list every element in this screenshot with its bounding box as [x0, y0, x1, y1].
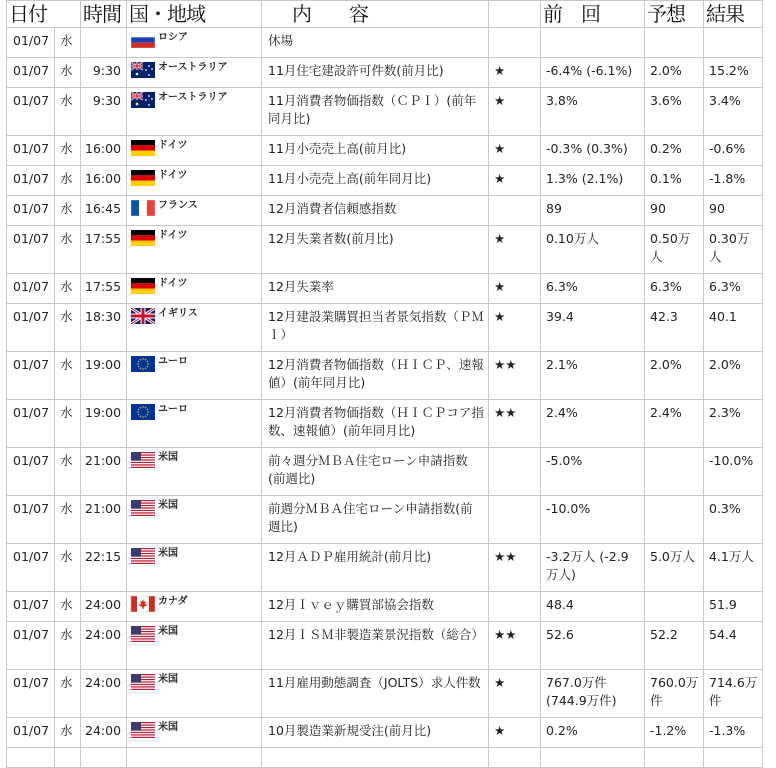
country-name: 米国	[158, 673, 178, 685]
country-cell	[127, 304, 262, 352]
weekday-cell: 水	[55, 400, 81, 448]
importance-cell: ★	[489, 718, 541, 748]
weekday-cell: 水	[55, 274, 81, 304]
time-cell: 24:00	[81, 670, 127, 718]
country-cell	[127, 226, 262, 274]
table-row	[7, 88, 763, 136]
forecast-value-cell: 2.0%	[645, 352, 704, 400]
importance-cell: ★	[489, 670, 541, 718]
table-row	[7, 544, 763, 592]
indicator-name-cell: 12月ＩＳＭ非製造業景況指数（総合）	[262, 622, 489, 670]
country-cell	[127, 670, 262, 718]
indicator-name-cell: 11月消費者物価指数（ＣＰＩ）(前年同月比)	[262, 88, 489, 136]
indicator-name-cell: 11月小売売上高(前年同月比)	[262, 166, 489, 196]
previous-value-cell: -6.4% (-6.1%)	[541, 58, 645, 88]
forecast-value-cell: 0.1%	[645, 166, 704, 196]
time-cell: 17:55	[81, 226, 127, 274]
date-cell: 01/07	[7, 28, 55, 58]
result-value-cell: 0.3%	[704, 496, 763, 544]
indicator-name-cell: 12月消費者物価指数（ＨＩＣＰ、速報値）(前年同月比)	[262, 352, 489, 400]
forecast-value-cell: 2.4%	[645, 400, 704, 448]
country-cell	[127, 592, 262, 622]
time-cell: 16:00	[81, 166, 127, 196]
country-name: ユーロ	[158, 355, 188, 367]
content-header: 内 容	[262, 1, 489, 28]
forecast-value-cell	[645, 592, 704, 622]
indicator-name-cell: 12月失業者数(前月比)	[262, 226, 489, 274]
weekday-cell: 水	[55, 544, 81, 592]
time-cell: 21:00	[81, 496, 127, 544]
date-cell	[7, 748, 55, 768]
table-row	[7, 670, 763, 718]
country-name: 米国	[158, 451, 178, 463]
country-cell	[127, 28, 262, 58]
importance-cell	[489, 748, 541, 768]
previous-value-cell: 0.10万人	[541, 226, 645, 274]
weekday-cell: 水	[55, 592, 81, 622]
importance-cell	[489, 448, 541, 496]
previous-value-cell: -10.0%	[541, 496, 645, 544]
indicator-name-cell: 12月消費者物価指数（ＨＩＣＰコア指数、速報値）(前年同月比)	[262, 400, 489, 448]
result-value-cell: -0.6%	[704, 136, 763, 166]
country-cell	[127, 718, 262, 748]
economic-calendar-table	[6, 0, 763, 768]
weekday-cell: 水	[55, 166, 81, 196]
table-row	[7, 748, 763, 768]
weekday-cell: 水	[55, 352, 81, 400]
country-name: オーストラリア	[158, 91, 228, 103]
result-value-cell: 6.3%	[704, 274, 763, 304]
germany-flag-icon	[131, 170, 155, 186]
table-row	[7, 496, 763, 544]
germany-flag-icon	[131, 278, 155, 294]
date-cell: 01/07	[7, 196, 55, 226]
uk-flag-icon	[131, 308, 155, 324]
indicator-name-cell: 11月雇用動態調査（JOLTS）求人件数	[262, 670, 489, 718]
indicator-name-cell: 前週分ＭＢＡ住宅ローン申請指数(前週比)	[262, 496, 489, 544]
country-cell	[127, 496, 262, 544]
weekday-cell: 水	[55, 622, 81, 670]
weekday-cell: 水	[55, 718, 81, 748]
country-cell	[127, 400, 262, 448]
date-cell: 01/07	[7, 622, 55, 670]
previous-value-cell: 767.0万件 (744.9万件)	[541, 670, 645, 718]
canada-flag-icon	[131, 596, 155, 612]
weekday-cell: 水	[55, 304, 81, 352]
forecast-value-cell: 3.6%	[645, 88, 704, 136]
us-flag-icon	[131, 500, 155, 516]
eu-flag-icon	[131, 356, 155, 372]
forecast-value-cell	[645, 748, 704, 768]
importance-cell	[489, 28, 541, 58]
country-name: ドイツ	[158, 139, 188, 151]
country-name: ドイツ	[158, 169, 188, 181]
us-flag-icon	[131, 452, 155, 468]
indicator-name-cell: 12月失業率	[262, 274, 489, 304]
us-flag-icon	[131, 674, 155, 690]
table-row	[7, 352, 763, 400]
country-cell	[127, 448, 262, 496]
table-row	[7, 592, 763, 622]
indicator-name-cell: 12月消費者信頼感指数	[262, 196, 489, 226]
result-header: 結果	[704, 1, 763, 28]
indicator-name-cell: 12月建設業購買担当者景気指数（ＰＭＩ）	[262, 304, 489, 352]
country-name: 米国	[158, 721, 178, 733]
germany-flag-icon	[131, 140, 155, 156]
us-flag-icon	[131, 626, 155, 642]
previous-value-cell: 0.2%	[541, 718, 645, 748]
table-row	[7, 304, 763, 352]
forecast-value-cell: 52.2	[645, 622, 704, 670]
country-cell	[127, 136, 262, 166]
result-value-cell: 40.1	[704, 304, 763, 352]
weekday-cell: 水	[55, 88, 81, 136]
germany-flag-icon	[131, 230, 155, 246]
forecast-value-cell: -1.2%	[645, 718, 704, 748]
date-cell: 01/07	[7, 592, 55, 622]
importance-header	[489, 1, 541, 28]
us-flag-icon	[131, 722, 155, 738]
date-cell: 01/07	[7, 166, 55, 196]
weekday-cell: 水	[55, 58, 81, 88]
previous-value-cell	[541, 28, 645, 58]
country-name: ドイツ	[158, 229, 188, 241]
country-cell	[127, 352, 262, 400]
importance-cell: ★	[489, 304, 541, 352]
result-value-cell: 15.2%	[704, 58, 763, 88]
importance-cell: ★	[489, 136, 541, 166]
forecast-value-cell: 760.0万件	[645, 670, 704, 718]
forecast-value-cell: 2.0%	[645, 58, 704, 88]
previous-value-cell: 39.4	[541, 304, 645, 352]
importance-cell: ★	[489, 88, 541, 136]
table-row	[7, 28, 763, 58]
country-cell	[127, 544, 262, 592]
indicator-name-cell: 10月製造業新規受注(前月比)	[262, 718, 489, 748]
forecast-value-cell: 90	[645, 196, 704, 226]
forecast-value-cell: 42.3	[645, 304, 704, 352]
time-cell	[81, 28, 127, 58]
previous-value-cell: -5.0%	[541, 448, 645, 496]
date-cell: 01/07	[7, 400, 55, 448]
importance-cell	[489, 496, 541, 544]
time-cell: 16:45	[81, 196, 127, 226]
country-cell	[127, 88, 262, 136]
table-row	[7, 274, 763, 304]
table-row	[7, 58, 763, 88]
indicator-name-cell: 12月ＡＤＰ雇用統計(前月比)	[262, 544, 489, 592]
previous-value-cell	[541, 748, 645, 768]
result-value-cell: 0.30万人	[704, 226, 763, 274]
previous-value-cell: 3.8%	[541, 88, 645, 136]
importance-cell: ★	[489, 58, 541, 88]
weekday-cell: 水	[55, 496, 81, 544]
table-row	[7, 166, 763, 196]
country-name: ロシア	[158, 31, 188, 43]
importance-cell: ★	[489, 274, 541, 304]
indicator-name-cell: 11月住宅建設許可件数(前月比)	[262, 58, 489, 88]
country-cell	[127, 58, 262, 88]
time-cell: 22:15	[81, 544, 127, 592]
date-cell: 01/07	[7, 226, 55, 274]
previous-value-cell: 2.4%	[541, 400, 645, 448]
previous-value-cell: 1.3% (2.1%)	[541, 166, 645, 196]
eu-flag-icon	[131, 404, 155, 420]
result-value-cell: 51.9	[704, 592, 763, 622]
country-cell	[127, 748, 262, 768]
importance-cell	[489, 592, 541, 622]
country-name: カナダ	[158, 595, 188, 607]
country-name: ユーロ	[158, 403, 188, 415]
table-row	[7, 400, 763, 448]
previous-value-cell: 2.1%	[541, 352, 645, 400]
result-value-cell	[704, 28, 763, 58]
result-value-cell: 4.1万人	[704, 544, 763, 592]
table-row	[7, 226, 763, 274]
date-cell: 01/07	[7, 58, 55, 88]
country-header: 国・地域	[127, 1, 262, 28]
time-cell: 16:00	[81, 136, 127, 166]
country-cell	[127, 166, 262, 196]
date-cell: 01/07	[7, 448, 55, 496]
importance-cell: ★★	[489, 622, 541, 670]
time-cell: 21:00	[81, 448, 127, 496]
importance-cell: ★★	[489, 544, 541, 592]
time-cell: 19:00	[81, 352, 127, 400]
date-cell: 01/07	[7, 352, 55, 400]
date-cell: 01/07	[7, 718, 55, 748]
indicator-name-cell: 前々週分ＭＢＡ住宅ローン申請指数(前週比)	[262, 448, 489, 496]
indicator-name-cell	[262, 748, 489, 768]
forecast-value-cell: 5.0万人	[645, 544, 704, 592]
forecast-value-cell	[645, 28, 704, 58]
date-header: 日付	[7, 1, 81, 28]
forecast-value-cell	[645, 496, 704, 544]
country-name: 米国	[158, 547, 178, 559]
forecast-value-cell	[645, 448, 704, 496]
indicator-name-cell: 休場	[262, 28, 489, 58]
weekday-cell: 水	[55, 448, 81, 496]
table-row	[7, 196, 763, 226]
forecast-header: 予想	[645, 1, 704, 28]
date-cell: 01/07	[7, 670, 55, 718]
result-value-cell: 3.4%	[704, 88, 763, 136]
result-value-cell: 714.6万件	[704, 670, 763, 718]
weekday-cell: 水	[55, 196, 81, 226]
result-value-cell	[704, 748, 763, 768]
date-cell: 01/07	[7, 136, 55, 166]
date-cell: 01/07	[7, 496, 55, 544]
time-cell: 24:00	[81, 592, 127, 622]
result-value-cell: 90	[704, 196, 763, 226]
time-cell: 24:00	[81, 622, 127, 670]
importance-cell	[489, 196, 541, 226]
result-value-cell: 54.4	[704, 622, 763, 670]
forecast-value-cell: 6.3%	[645, 274, 704, 304]
country-cell	[127, 274, 262, 304]
previous-value-cell: 6.3%	[541, 274, 645, 304]
forecast-value-cell: 0.2%	[645, 136, 704, 166]
time-cell: 18:30	[81, 304, 127, 352]
date-cell: 01/07	[7, 304, 55, 352]
result-value-cell: -1.8%	[704, 166, 763, 196]
country-name: ドイツ	[158, 277, 188, 289]
previous-value-cell: -3.2万人 (-2.9万人)	[541, 544, 645, 592]
country-name: フランス	[158, 199, 198, 211]
weekday-cell: 水	[55, 226, 81, 274]
us-flag-icon	[131, 548, 155, 564]
result-value-cell: -1.3%	[704, 718, 763, 748]
weekday-cell: 水	[55, 670, 81, 718]
indicator-name-cell: 11月小売売上高(前月比)	[262, 136, 489, 166]
table-row	[7, 136, 763, 166]
time-cell: 9:30	[81, 58, 127, 88]
australia-flag-icon	[131, 92, 155, 108]
previous-value-cell: -0.3% (0.3%)	[541, 136, 645, 166]
result-value-cell: -10.0%	[704, 448, 763, 496]
importance-cell: ★	[489, 166, 541, 196]
time-cell: 17:55	[81, 274, 127, 304]
time-header: 時間	[81, 1, 127, 28]
australia-flag-icon	[131, 62, 155, 78]
country-cell	[127, 196, 262, 226]
previous-header: 前 回	[541, 1, 645, 28]
country-cell	[127, 622, 262, 670]
importance-cell: ★★	[489, 352, 541, 400]
result-value-cell: 2.0%	[704, 352, 763, 400]
table-row	[7, 718, 763, 748]
france-flag-icon	[131, 200, 155, 216]
date-cell: 01/07	[7, 88, 55, 136]
date-cell: 01/07	[7, 544, 55, 592]
previous-value-cell: 52.6	[541, 622, 645, 670]
country-name: 米国	[158, 625, 178, 637]
previous-value-cell: 48.4	[541, 592, 645, 622]
weekday-cell: 水	[55, 28, 81, 58]
table-row	[7, 448, 763, 496]
forecast-value-cell: 0.50万人	[645, 226, 704, 274]
country-name: イギリス	[158, 307, 198, 319]
time-cell: 9:30	[81, 88, 127, 136]
previous-value-cell: 89	[541, 196, 645, 226]
header-row	[7, 1, 763, 28]
country-name: オーストラリア	[158, 61, 228, 73]
time-cell	[81, 748, 127, 768]
indicator-name-cell: 12月Ｉｖｅｙ購買部協会指数	[262, 592, 489, 622]
country-name: 米国	[158, 499, 178, 511]
time-cell: 19:00	[81, 400, 127, 448]
date-cell: 01/07	[7, 274, 55, 304]
russia-flag-icon	[131, 32, 155, 48]
importance-cell: ★★	[489, 400, 541, 448]
table-row	[7, 622, 763, 670]
importance-cell: ★	[489, 226, 541, 274]
time-cell: 24:00	[81, 718, 127, 748]
result-value-cell: 2.3%	[704, 400, 763, 448]
weekday-cell	[55, 748, 81, 768]
weekday-cell: 水	[55, 136, 81, 166]
